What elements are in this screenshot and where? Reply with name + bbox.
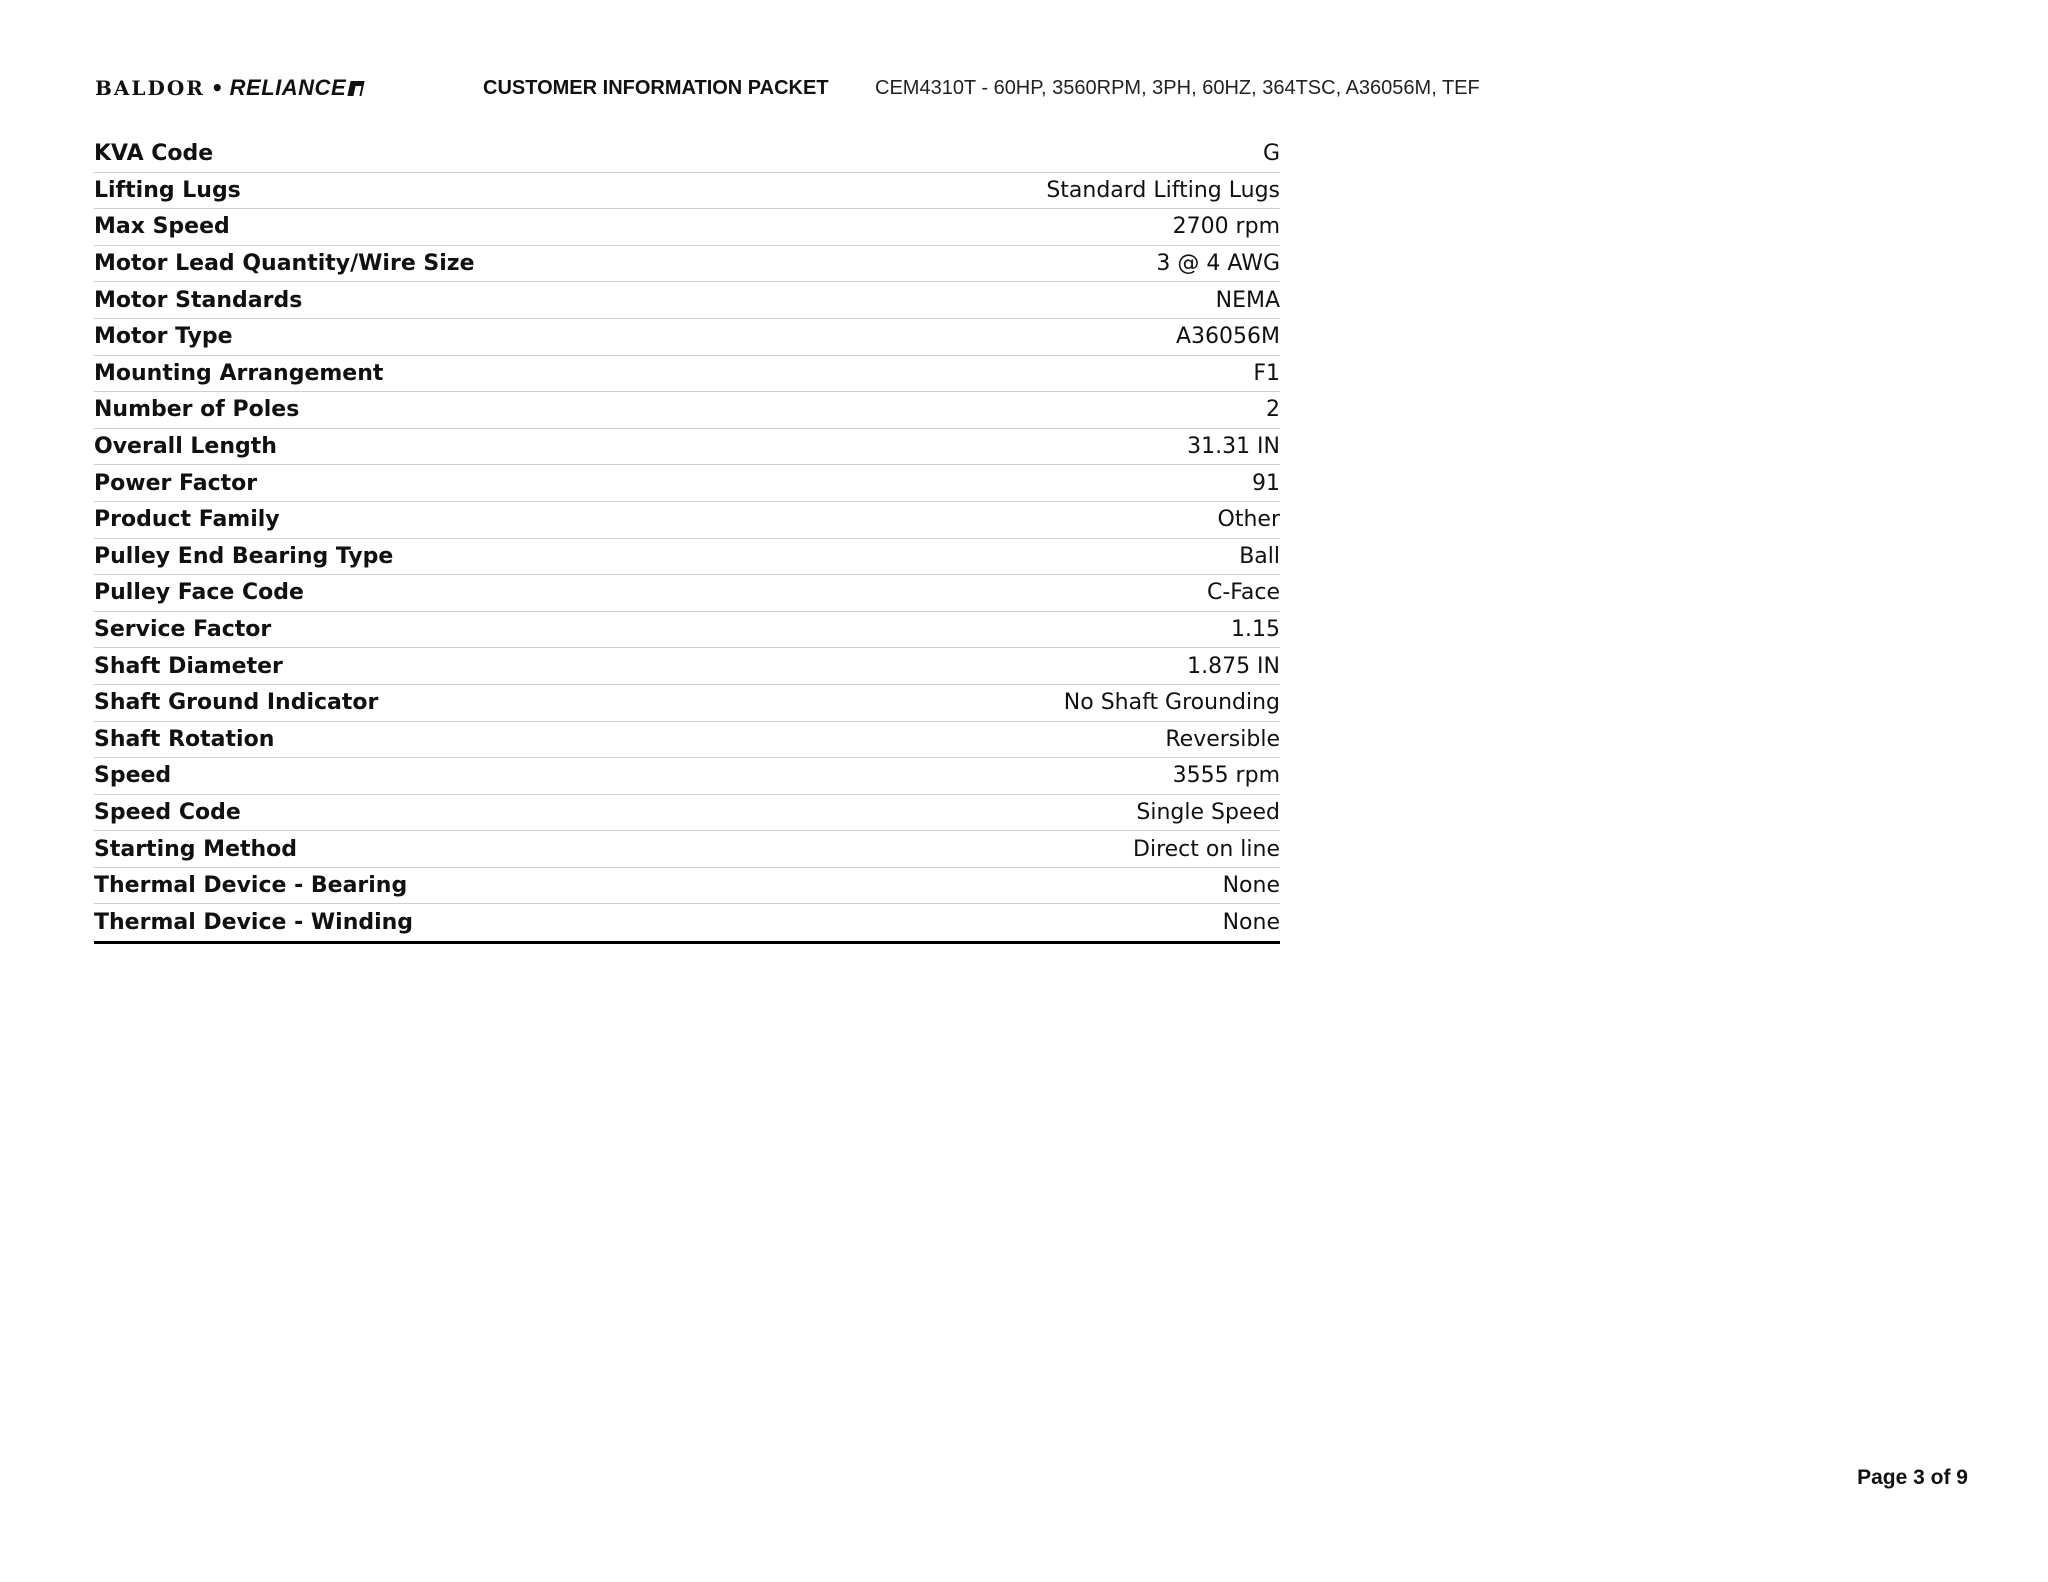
spec-label: Overall Length xyxy=(94,434,277,460)
spec-row xyxy=(94,612,1280,649)
product-description: CEM4310T - 60HP, 3560RPM, 3PH, 60HZ, 364TSC, A36056M, TEF xyxy=(875,76,1480,99)
reliance-mark-icon xyxy=(348,81,365,96)
spec-value: 3555 rpm xyxy=(1172,763,1280,789)
spec-value: Other xyxy=(1217,507,1280,533)
spec-value: 2700 rpm xyxy=(1172,214,1280,240)
spec-row xyxy=(94,722,1280,759)
document-title: CUSTOMER INFORMATION PACKET xyxy=(483,76,829,99)
spec-label: Number of Poles xyxy=(94,397,300,423)
spec-label: Motor Standards xyxy=(94,287,303,313)
spec-label: Mounting Arrangement xyxy=(94,360,384,386)
spec-label: Speed xyxy=(94,763,172,789)
spec-label: Max Speed xyxy=(94,214,230,240)
spec-value: A36056M xyxy=(1175,324,1280,350)
spec-value: F1 xyxy=(1253,360,1280,386)
spec-label: Shaft Rotation xyxy=(94,726,275,752)
spec-value: No Shaft Grounding xyxy=(1063,690,1280,716)
spec-value: Single Speed xyxy=(1136,799,1280,825)
spec-label: Power Factor xyxy=(94,470,258,496)
spec-value: Reversible xyxy=(1165,726,1280,752)
spec-row xyxy=(94,392,1280,429)
spec-value: None xyxy=(1222,910,1280,936)
spec-row xyxy=(94,429,1280,466)
spec-value: 3 @ 4 AWG xyxy=(1156,251,1280,277)
page-header xyxy=(95,70,1480,106)
spec-label: Pulley Face Code xyxy=(94,580,304,606)
spec-row xyxy=(94,282,1280,319)
spec-value: 2 xyxy=(1266,397,1280,423)
spec-label: Motor Type xyxy=(94,324,233,350)
spec-label: Product Family xyxy=(94,507,280,533)
spec-label: Speed Code xyxy=(94,799,241,825)
spec-row xyxy=(94,904,1280,941)
spec-label: Shaft Ground Indicator xyxy=(94,690,379,716)
spec-value: 1.15 xyxy=(1231,617,1280,643)
spec-row xyxy=(94,465,1280,502)
baldor-reliance-logo xyxy=(95,75,437,101)
spec-value: 1.875 IN xyxy=(1187,653,1280,679)
spec-label: Lifting Lugs xyxy=(94,177,241,203)
spec-value: Ball xyxy=(1239,543,1280,569)
spec-row xyxy=(94,136,1280,173)
logo-baldor-text: BALDOR xyxy=(95,76,205,100)
spec-row xyxy=(94,209,1280,246)
spec-label: KVA Code xyxy=(94,141,214,167)
logo-reliance-text: RELIANCE xyxy=(229,75,347,100)
spec-row xyxy=(94,831,1280,868)
spec-row xyxy=(94,356,1280,393)
spec-label: Thermal Device - Winding xyxy=(94,910,414,936)
spec-row xyxy=(94,795,1280,832)
spec-value: NEMA xyxy=(1215,287,1280,313)
logo-separator: • xyxy=(210,76,224,100)
spec-row xyxy=(94,246,1280,283)
spec-label: Motor Lead Quantity/Wire Size xyxy=(94,251,475,277)
spec-value: G xyxy=(1262,141,1280,167)
spec-row xyxy=(94,648,1280,685)
spec-label: Shaft Diameter xyxy=(94,653,283,679)
spec-label: Thermal Device - Bearing xyxy=(94,873,408,899)
spec-row xyxy=(94,539,1280,576)
spec-row xyxy=(94,319,1280,356)
spec-row xyxy=(94,502,1280,539)
spec-value: C-Face xyxy=(1206,580,1280,606)
page-number: Page 3 of 9 xyxy=(1857,1466,1968,1489)
spec-label: Service Factor xyxy=(94,617,272,643)
spec-row xyxy=(94,758,1280,795)
spec-value: None xyxy=(1222,873,1280,899)
spec-row xyxy=(94,575,1280,612)
spec-table xyxy=(94,136,1280,944)
spec-value: Standard Lifting Lugs xyxy=(1046,177,1280,203)
spec-label: Starting Method xyxy=(94,836,298,862)
spec-row xyxy=(94,173,1280,210)
spec-value: 31.31 IN xyxy=(1187,434,1280,460)
spec-row xyxy=(94,685,1280,722)
spec-row xyxy=(94,868,1280,905)
spec-value: 91 xyxy=(1252,470,1280,496)
spec-value: Direct on line xyxy=(1133,836,1280,862)
spec-label: Pulley End Bearing Type xyxy=(94,543,394,569)
